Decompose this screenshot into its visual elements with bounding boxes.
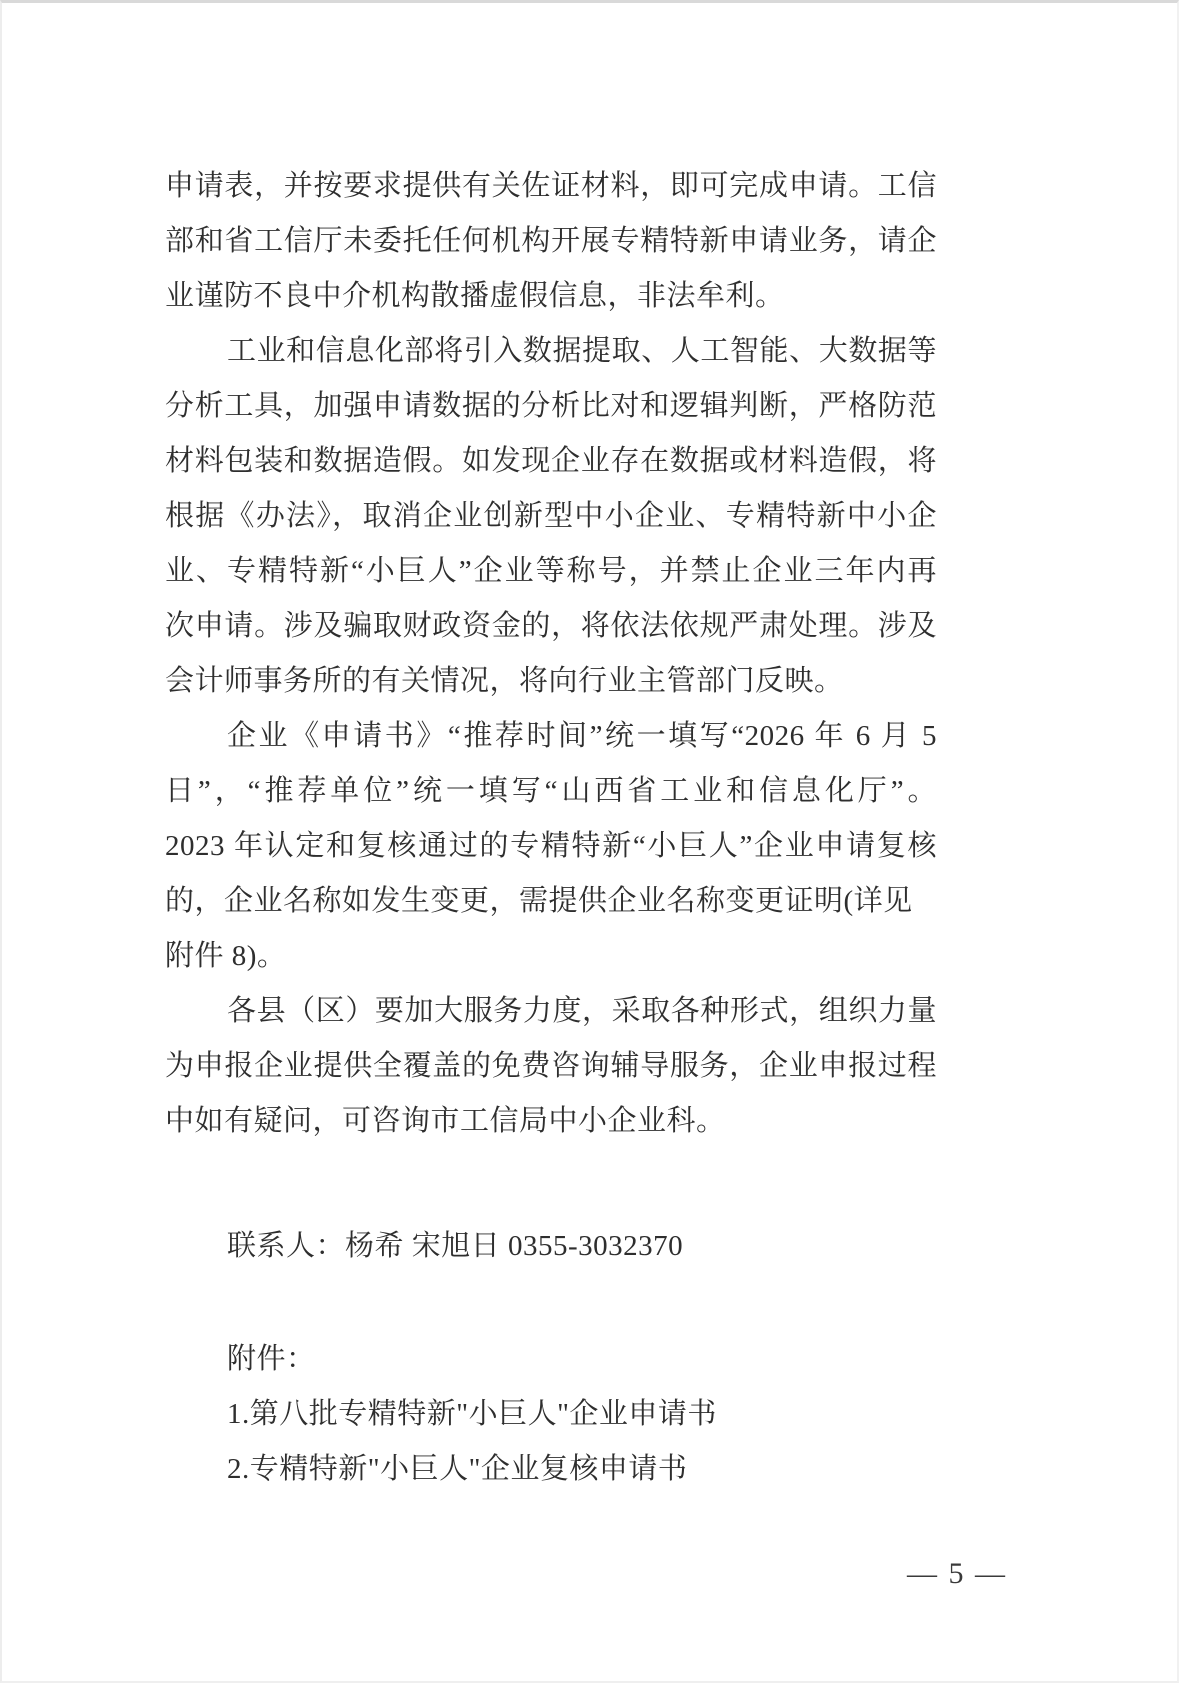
text-line: 会计师事务所的有关情况，将向行业主管部门反映。: [165, 665, 844, 697]
document-body: [165, 159, 937, 1497]
text-line: 各县（区）要加大服务力度，采取各种形式，组织力量: [227, 995, 937, 1027]
text-line: 附件 8)。: [165, 940, 287, 972]
text-line: 日”，“推荐单位”统一填写“山西省工业和信息化厅”。: [165, 775, 937, 807]
contact-line: 联系人：杨希 宋旭日 0355-3032370: [227, 1230, 684, 1262]
attachment-item: 2.专精特新"小巨人"企业复核申请书: [227, 1453, 688, 1485]
attachment-item: 1.第八批专精特新"小巨人"企业申请书: [227, 1398, 717, 1430]
text-line: 次申请。涉及骗取财政资金的，将依法依规严肃处理。涉及: [165, 610, 937, 642]
attachments-heading: 附件：: [227, 1343, 316, 1375]
text-line: 工业和信息化部将引入数据提取、人工智能、大数据等: [227, 335, 937, 367]
text-line: 企业《申请书》“推荐时间”统一填写“2026 年 6 月 5: [227, 720, 937, 752]
text-line: 根据《办法》，取消企业创新型中小企业、专精特新中小企: [165, 500, 937, 532]
text-line: 的，企业名称如发生变更，需提供企业名称变更证明(详见: [165, 885, 913, 917]
text-line: 部和省工信厅未委托任何机构开展专精特新申请业务，请企: [165, 225, 937, 257]
text-line: 为申报企业提供全覆盖的免费咨询辅导服务，企业申报过程: [165, 1050, 937, 1082]
attachments-section: [165, 1332, 937, 1497]
text-line: 业谨防不良中介机构散播虚假信息，非法牟利。: [165, 280, 785, 312]
text-line: 材料包装和数据造假。如发现企业存在数据或材料造假，将: [165, 445, 937, 477]
text-line: 申请表，并按要求提供有关佐证材料，即可完成申请。工信: [165, 170, 937, 202]
page-number: — 5 —: [907, 1557, 1007, 1590]
text-line: 中如有疑问，可咨询市工信局中小企业科。: [165, 1105, 726, 1137]
text-line: 业、专精特新“小巨人”企业等称号，并禁止企业三年内再: [165, 555, 937, 587]
text-line: 2023 年认定和复核通过的专精特新“小巨人”企业申请复核: [165, 830, 937, 862]
text-line: 分析工具，加强申请数据的分析比对和逻辑判断，严格防范: [165, 390, 937, 422]
